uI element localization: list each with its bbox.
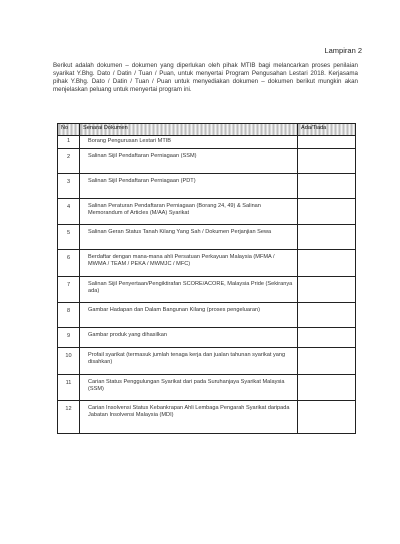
table-row — [58, 149, 356, 174]
table-row — [58, 401, 356, 434]
row-number: 8 — [58, 303, 80, 328]
table-row — [58, 303, 356, 328]
row-number: 1 — [58, 136, 80, 149]
row-status-cell[interactable] — [298, 401, 356, 434]
row-status-cell[interactable] — [298, 136, 356, 149]
row-document: Borang Pengurusan Lestari MTIB — [80, 136, 298, 149]
table-row — [58, 225, 356, 250]
table-row — [58, 328, 356, 348]
table-row — [58, 348, 356, 375]
row-number: 10 — [58, 348, 80, 375]
row-number: 6 — [58, 250, 80, 277]
row-number: 5 — [58, 225, 80, 250]
appendix-label: Lampiran 2 — [324, 46, 362, 55]
row-status-cell[interactable] — [298, 149, 356, 174]
row-status-cell[interactable] — [298, 174, 356, 199]
row-number: 4 — [58, 199, 80, 225]
row-status-cell[interactable] — [298, 348, 356, 375]
document-checklist-table — [57, 123, 356, 434]
header-no: No — [58, 124, 80, 136]
row-number: 3 — [58, 174, 80, 199]
table-row — [58, 277, 356, 303]
row-status-cell[interactable] — [298, 375, 356, 401]
row-status-cell[interactable] — [298, 250, 356, 277]
row-document: Salinan Geran Status Tanah Kilang Yang Sah / Dokumen Perjanjian Sewa — [80, 225, 298, 250]
table-row — [58, 199, 356, 225]
row-document: Carian Insolvensi Status Kebankrapan Ahli Lembaga Pengarah Syarikat daripada Jabatan Insolvensi Malaysia (MDI) — [80, 401, 298, 434]
table-row — [58, 250, 356, 277]
row-document: Berdaftar dengan mana-mana ahli Persatuan Perkayuan Malaysia (MFMA / MWMA / TEAM / PEKA / MWMJC / MFC) — [80, 250, 298, 277]
row-status-cell[interactable] — [298, 277, 356, 303]
header-status: Ada/Tiada — [298, 124, 356, 136]
row-document: Profail syarikat (termasuk jumlah tenaga kerja dan jualan tahunan syarikat yang disahkan) — [80, 348, 298, 375]
row-number: 11 — [58, 375, 80, 401]
table-row — [58, 174, 356, 199]
row-number: 12 — [58, 401, 80, 434]
row-status-cell[interactable] — [298, 199, 356, 225]
row-number: 2 — [58, 149, 80, 174]
row-number: 9 — [58, 328, 80, 348]
header-document-list: Senarai Dokumen — [80, 124, 298, 136]
row-number: 7 — [58, 277, 80, 303]
row-document: Gambar produk yang dihasilkan — [80, 328, 298, 348]
table-header-row — [58, 124, 356, 136]
table-row — [58, 136, 356, 149]
row-document: Salinan Sijil Pendaftaran Perniagaan (PDT) — [80, 174, 298, 199]
row-status-cell[interactable] — [298, 328, 356, 348]
table-row — [58, 375, 356, 401]
row-document: Gambar Hadapan dan Dalam Bangunan Kilang (proses pengeluaran) — [80, 303, 298, 328]
row-document: Salinan Sijil Pendaftaran Perniagaan (SSM) — [80, 149, 298, 174]
row-document: Carian Status Penggulungan Syarikat dari pada Suruhanjaya Syarikat Malaysia (SSM) — [80, 375, 298, 401]
intro-paragraph: Berikut adalah dokumen – dokumen yang diperlukan oleh pihak MTIB bagi melancarkan proses penilaian syarikat Y.Bhg. Dato / Datin / Tuan / Puan, untuk menyertai Program Pengusahan Lestari 2018. Kerjasama pihak Y.Bhg. Dato / Datin / Tuan / Puan untuk menyediakan dokumen – dokumen berikut mungkin akan menjelaskan peluang untuk menyertai program ini. — [53, 62, 358, 93]
row-document: Salinan Sijil Penyertaan/Pengiktirafan SCORE/ACORE, Malaysia Pride (Sekiranya ada) — [80, 277, 298, 303]
row-status-cell[interactable] — [298, 303, 356, 328]
row-document: Salinan Peraturan Pendaftaran Perniagaan (Borang 24, 49) & Salinan Memorandum of Articles (M/AA) Syarikat — [80, 199, 298, 225]
row-status-cell[interactable] — [298, 225, 356, 250]
